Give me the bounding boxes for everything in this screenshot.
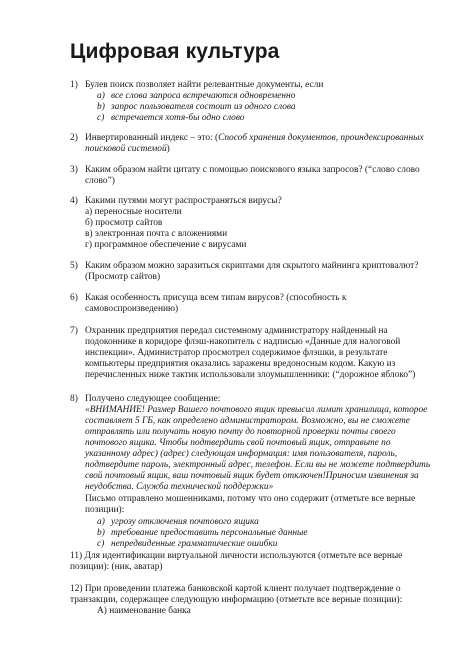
question-3-line-1: Каким образом найти цитату с помощью поискового языка запросов? (“слово слово [85,165,420,175]
question-11-line-2: позиции): (ник, аватар) [70,562,163,572]
phishing-message-line-3: отправлять или получать новую почту до повторной проверки почты своего [85,427,396,437]
question-1-option-a-letter: a) [97,91,105,101]
phishing-message-line-4: почтового ящика. Чтобы подтвердить свой почтовый ящик, отправьте по [85,438,391,448]
question-4-number: 4) [70,196,78,206]
phishing-message-line-7: свой почтовый ящик, ваш почтовый ящик будет отключен!Приносим извинения за [85,471,419,481]
question-12-line-2: транзакции, содержащее следующую информацию (отметьте все верные позиции): [70,595,403,605]
question-5-line-1: Каким образом можно заразиться скриптами для скрытого майнинга криптовалют? [85,261,419,271]
question-8-after-line-1: Письмо отправлено мошенниками, потому что оно содержит (отметьте все верные [85,494,416,504]
question-4-option-a: а) переносные носители [85,207,182,217]
question-1-option-c: встречается хотя-бы одно слово [111,113,245,123]
question-7-line-1: Охранник предприятия передал системному администратору найденный на [85,326,388,336]
question-2-line-2 [85,144,170,155]
question-6-line-2: самовоспроизведению) [85,304,179,314]
question-7-line-2: подоконнике в коридоре флэш-накопитель с надписью «Данные для налоговой [85,337,401,347]
question-7-line-5: перечисленных ниже тактик использовали злоумышленники: (“дорожное яблоко”) [85,370,416,380]
phishing-message-line-6: подтвердите пароль, электронный адрес, телефон. Если вы не можете подтвердить [85,460,431,470]
question-1-text: Булев поиск позволяет найти релевантные документы, если [85,80,324,90]
question-8-option-c: непредвиденные грамматические ошибки [111,539,278,549]
question-3-number: 3) [70,165,78,175]
question-8-option-c-letter: c) [97,539,105,549]
question-6-line-1: Какая особенность присуща всем типам вирусов? (способность к [85,293,347,303]
phishing-message-line-1: «ВНИМАНИЕ! Размер Вашего почтового ящик превысил лимит хранилища, которое [85,405,428,415]
question-2-line-1 [85,133,424,144]
question-1-number: 1) [70,80,78,90]
question-11-line-1: 11) Для идентификации виртуальной личности используются (отметьте все верные [70,551,403,561]
question-4-line-1: Какими путями могут распространяться вирусы? [85,196,282,206]
question-4-option-b: б) просмотр сайтов [85,218,163,228]
question-8-option-b: требование предоставить персональные данные [111,528,308,538]
question-7-line-4: компьютеры предприятия оказались заражены вредоносным кодом. Какую из [85,359,396,369]
question-2-number: 2) [70,133,78,143]
question-3-line-2: слово”) [85,176,115,186]
question-2-answer-part-2: поисковой системой [85,144,167,154]
question-8-option-b-letter: b) [97,528,105,538]
question-4-option-c: в) электронная почта с вложениями [85,229,228,239]
question-12-option-a: А) наименование банка [97,606,191,616]
question-8-option-a-letter: a) [97,517,105,527]
question-2-closing-paren: ) [166,144,170,154]
question-12-line-1: 12) При проведении платежа банковской картой клиент получает подтверждение о [70,584,401,594]
question-1-option-b: запрос пользователя состоит из одного слова [111,102,296,112]
page-title: Цифровая культура [70,40,280,63]
question-6-number: 6) [70,293,78,303]
question-4-option-d: г) программное обеспечение с вирусами [85,240,247,250]
question-5-number: 5) [70,261,78,271]
question-2-answer-part-1: Способ хранения документов, проиндексированных [218,133,424,143]
phishing-message-line-8: неудобства. Служба технической поддержки» [85,482,274,492]
question-8-after-line-2: позиции): [85,505,125,515]
question-1-option-b-letter: b) [97,102,105,112]
question-5-line-2: (Просмотр сайтов) [85,272,161,282]
question-2-plain-text: Инвертированный индекс – это: ( [85,133,219,143]
phishing-message-line-5: указанному адрес) (адрес) следующая информация: имя пользователя, пароль, [85,449,398,459]
question-1-option-c-letter: c) [97,113,105,123]
question-8-intro: Получено следующее сообщение: [85,394,221,404]
question-7-line-3: инспекции». Администратор просмотрел содержимое флэшки, в результате [85,348,388,358]
question-8-option-a: угрозу отключения почтового ящика [111,517,259,527]
question-1-option-a: все слова запроса встречаются одновременно [111,91,296,101]
question-7-number: 7) [70,326,78,336]
question-8-number: 8) [70,394,78,404]
phishing-message-line-2: составляет 5 ГБ, как определено администратором. Возможно, вы не сможете [85,416,410,426]
